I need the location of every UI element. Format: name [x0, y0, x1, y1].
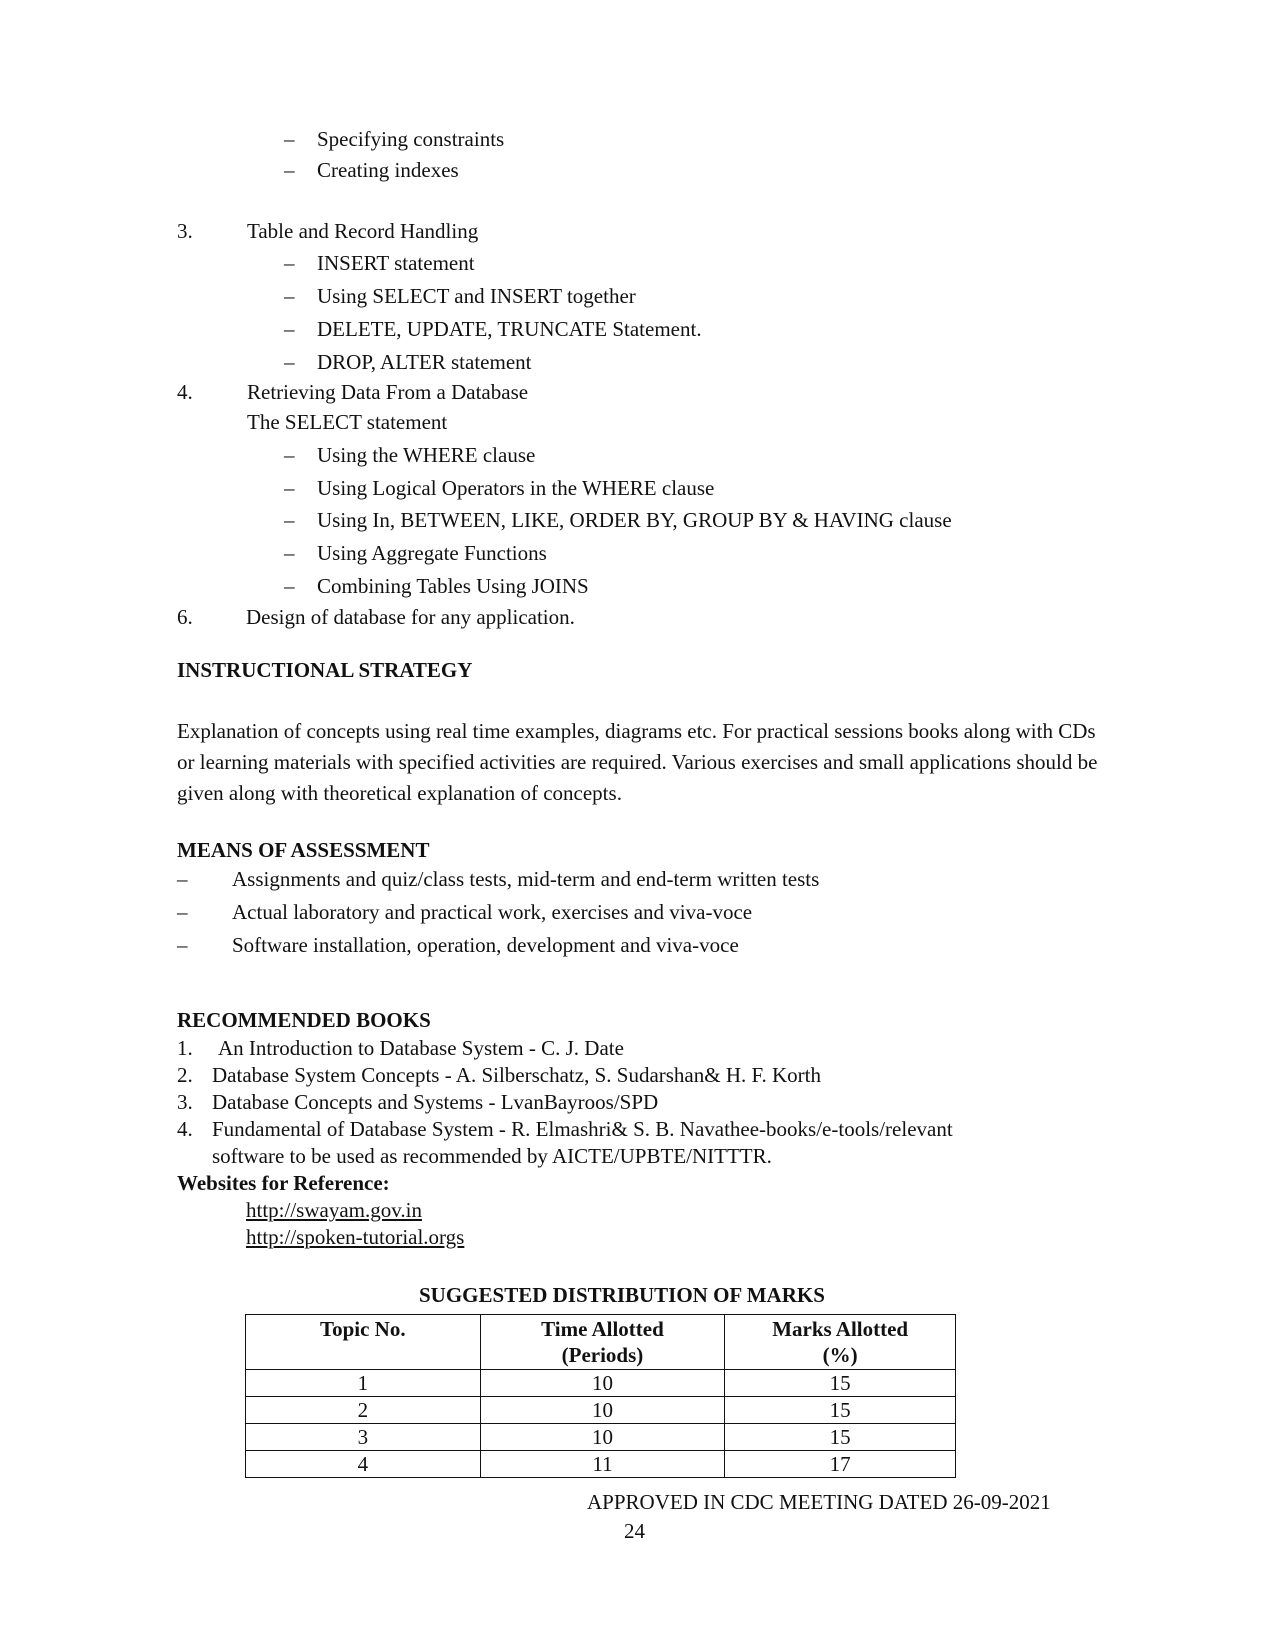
cell-time: 11 — [480, 1451, 725, 1478]
header-time-allotted — [480, 1315, 725, 1370]
header-topic-no — [246, 1315, 481, 1370]
header-line: Marks Allotted — [772, 1317, 909, 1341]
section-number: 6. — [177, 605, 193, 629]
cell-time: 10 — [480, 1397, 725, 1424]
book-entry: Database Concepts and Systems - LvanBayroos/SPD — [212, 1090, 659, 1114]
cell-marks: 15 — [725, 1370, 956, 1397]
bullet-dash: – — [284, 251, 295, 275]
book-number: 4. — [177, 1117, 193, 1141]
cell-topic: 3 — [246, 1424, 481, 1451]
header-line — [246, 1342, 480, 1368]
list-item: Using Aggregate Functions — [317, 541, 547, 565]
book-number: 2. — [177, 1063, 193, 1087]
bullet-dash: – — [177, 933, 188, 957]
bullet-dash: – — [284, 158, 295, 182]
list-item: Combining Tables Using JOINS — [317, 574, 589, 598]
header-line: (%) — [822, 1343, 858, 1367]
list-item: INSERT statement — [317, 251, 475, 275]
cell-marks: 15 — [725, 1424, 956, 1451]
header-marks-allotted — [725, 1315, 956, 1370]
book-entry: Database System Concepts - A. Silberschatz, S. Sudarshan& H. F. Korth — [212, 1063, 821, 1087]
section-number: 4. — [177, 380, 193, 404]
table-row — [246, 1397, 956, 1424]
list-item: Actual laboratory and practical work, exercises and viva-voce — [232, 900, 753, 924]
website-link[interactable]: http://swayam.gov.in — [246, 1198, 422, 1222]
instructional-strategy-heading: INSTRUCTIONAL STRATEGY — [177, 658, 473, 682]
section-title: Design of database for any application. — [246, 605, 575, 629]
assessment-heading: MEANS OF ASSESSMENT — [177, 838, 430, 862]
websites-heading: Websites for Reference: — [177, 1171, 390, 1195]
list-item: DELETE, UPDATE, TRUNCATE Statement. — [317, 317, 702, 341]
cell-time: 10 — [480, 1370, 725, 1397]
cell-time: 10 — [480, 1424, 725, 1451]
header-line: Time Allotted — [541, 1317, 664, 1341]
book-number: 1. — [177, 1036, 193, 1060]
book-entry: Fundamental of Database System - R. Elmashri& S. B. Navathee-books/e-tools/relevant — [212, 1117, 953, 1141]
bullet-dash: – — [177, 900, 188, 924]
list-item: Using SELECT and INSERT together — [317, 284, 636, 308]
instructional-strategy-text: Explanation of concepts using real time examples, diagrams etc. For practical sessions books along with CDs or learning materials with specified activities are required. Various exercises and small applications should be given along with theoretical explanation of concepts. — [177, 719, 1098, 805]
bullet-dash: – — [284, 476, 295, 500]
header-line: Topic No. — [320, 1317, 406, 1341]
book-entry: An Introduction to Database System - C. J. Date — [218, 1036, 624, 1060]
approval-footer: APPROVED IN CDC MEETING DATED 26-09-2021 — [587, 1490, 1051, 1514]
marks-table-title: SUGGESTED DISTRIBUTION OF MARKS — [419, 1283, 825, 1307]
book-number: 3. — [177, 1090, 193, 1114]
bullet-dash: – — [284, 127, 295, 151]
bullet-dash: – — [284, 508, 295, 532]
list-item: Using Logical Operators in the WHERE clause — [317, 476, 715, 500]
website-link[interactable]: http://spoken-tutorial.orgs — [246, 1225, 465, 1249]
page-number: 24 — [624, 1519, 645, 1543]
bullet-dash: – — [284, 317, 295, 341]
table-row — [246, 1451, 956, 1478]
list-item: Creating indexes — [317, 158, 459, 182]
header-line: (Periods) — [561, 1343, 644, 1367]
books-heading: RECOMMENDED BOOKS — [177, 1008, 431, 1032]
list-item: Specifying constraints — [317, 127, 505, 151]
table-row — [246, 1370, 956, 1397]
book-entry-continued: software to be used as recommended by AICTE/UPBTE/NITTTR. — [212, 1144, 772, 1168]
section-subtitle: The SELECT statement — [247, 410, 448, 434]
cell-topic: 4 — [246, 1451, 481, 1478]
cell-topic: 2 — [246, 1397, 481, 1424]
cell-topic: 1 — [246, 1370, 481, 1397]
cell-marks: 17 — [725, 1451, 956, 1478]
marks-distribution-table — [245, 1314, 956, 1478]
list-item: DROP, ALTER statement — [317, 350, 532, 374]
bullet-dash: – — [284, 443, 295, 467]
bullet-dash: – — [177, 867, 188, 891]
section-number: 3. — [177, 219, 193, 243]
list-item: Software installation, operation, development and viva-voce — [232, 933, 739, 957]
cell-marks: 15 — [725, 1397, 956, 1424]
bullet-dash: – — [284, 541, 295, 565]
section-title: Retrieving Data From a Database — [247, 380, 529, 404]
table-row — [246, 1424, 956, 1451]
section-title: Table and Record Handling — [247, 219, 479, 243]
list-item: Using In, BETWEEN, LIKE, ORDER BY, GROUP BY & HAVING clause — [317, 508, 952, 532]
bullet-dash: – — [284, 284, 295, 308]
table-header-row — [246, 1315, 956, 1370]
bullet-dash: – — [284, 350, 295, 374]
list-item: Assignments and quiz/class tests, mid-term and end-term written tests — [232, 867, 820, 891]
list-item: Using the WHERE clause — [317, 443, 536, 467]
bullet-dash: – — [284, 574, 295, 598]
